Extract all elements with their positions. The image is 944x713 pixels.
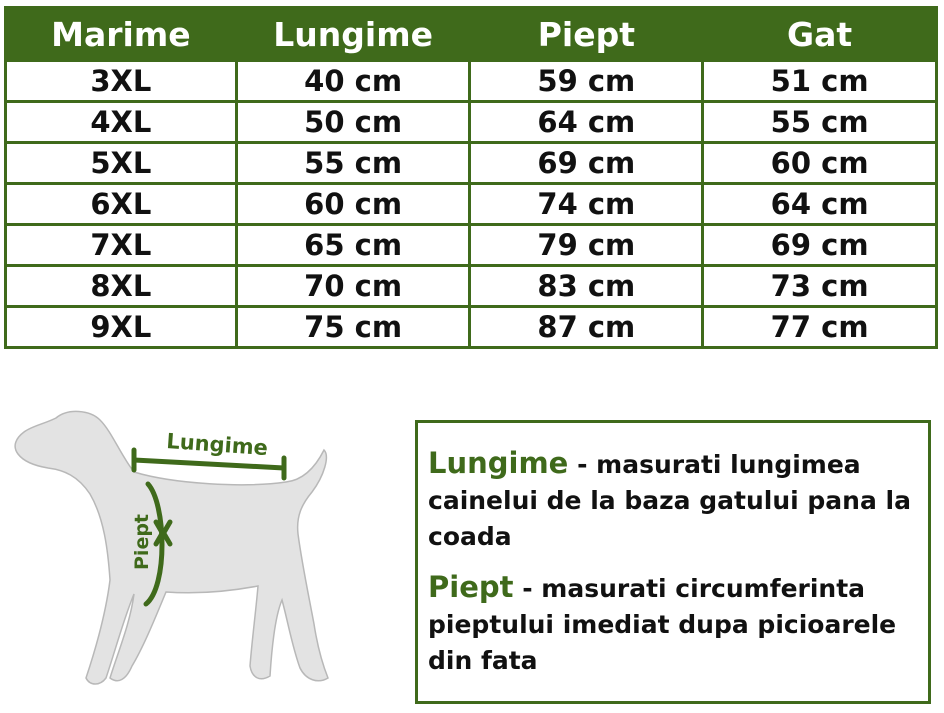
size-cell: 5XL	[6, 143, 237, 184]
table-row	[6, 102, 937, 143]
header-lungime: Lungime	[236, 8, 470, 61]
chest-term: Piept	[428, 570, 514, 604]
chest-cell: 87 cm	[470, 307, 703, 348]
neck-cell: 77 cm	[703, 307, 937, 348]
chest-cell: 69 cm	[470, 143, 703, 184]
chest-instruction	[428, 569, 928, 679]
neck-cell: 73 cm	[703, 266, 937, 307]
length-term: Lungime	[428, 446, 569, 480]
chest-cell: 83 cm	[470, 266, 703, 307]
length-cell: 70 cm	[236, 266, 470, 307]
chest-cell: 79 cm	[470, 225, 703, 266]
chest-instruction-text: - masurati circumferinta pieptului imediat dupa picioarele din fata	[428, 574, 897, 675]
size-cell: 3XL	[6, 61, 237, 102]
chest-cell: 64 cm	[470, 102, 703, 143]
header-piept: Piept	[470, 8, 703, 61]
length-instruction	[428, 445, 928, 555]
length-cell: 75 cm	[236, 307, 470, 348]
table-header-row	[6, 8, 937, 61]
neck-cell: 55 cm	[703, 102, 937, 143]
length-cell: 60 cm	[236, 184, 470, 225]
length-cell: 65 cm	[236, 225, 470, 266]
table-row	[6, 184, 937, 225]
length-cell: 55 cm	[236, 143, 470, 184]
table-row	[6, 266, 937, 307]
chest-cell: 74 cm	[470, 184, 703, 225]
table-row	[6, 61, 937, 102]
dog-measurement-figure	[6, 396, 336, 696]
size-cell: 4XL	[6, 102, 237, 143]
size-cell: 6XL	[6, 184, 237, 225]
header-gat: Gat	[703, 8, 937, 61]
neck-cell: 60 cm	[703, 143, 937, 184]
length-label: Lungime	[165, 429, 269, 461]
chest-cell: 59 cm	[470, 61, 703, 102]
neck-cell: 64 cm	[703, 184, 937, 225]
length-cell: 40 cm	[236, 61, 470, 102]
size-cell: 9XL	[6, 307, 237, 348]
chest-label: Piept	[131, 513, 153, 570]
size-cell: 7XL	[6, 225, 237, 266]
neck-cell: 51 cm	[703, 61, 937, 102]
length-instruction-text: - masurati lungimea cainelui de la baza gatului pana la coada	[428, 450, 911, 551]
measurement-instructions-box	[415, 420, 931, 704]
neck-cell: 69 cm	[703, 225, 937, 266]
size-cell: 8XL	[6, 266, 237, 307]
table-row	[6, 225, 937, 266]
size-chart-table	[4, 6, 938, 349]
table-row	[6, 307, 937, 348]
header-marime: Marime	[6, 8, 237, 61]
length-cell: 50 cm	[236, 102, 470, 143]
table-row	[6, 143, 937, 184]
